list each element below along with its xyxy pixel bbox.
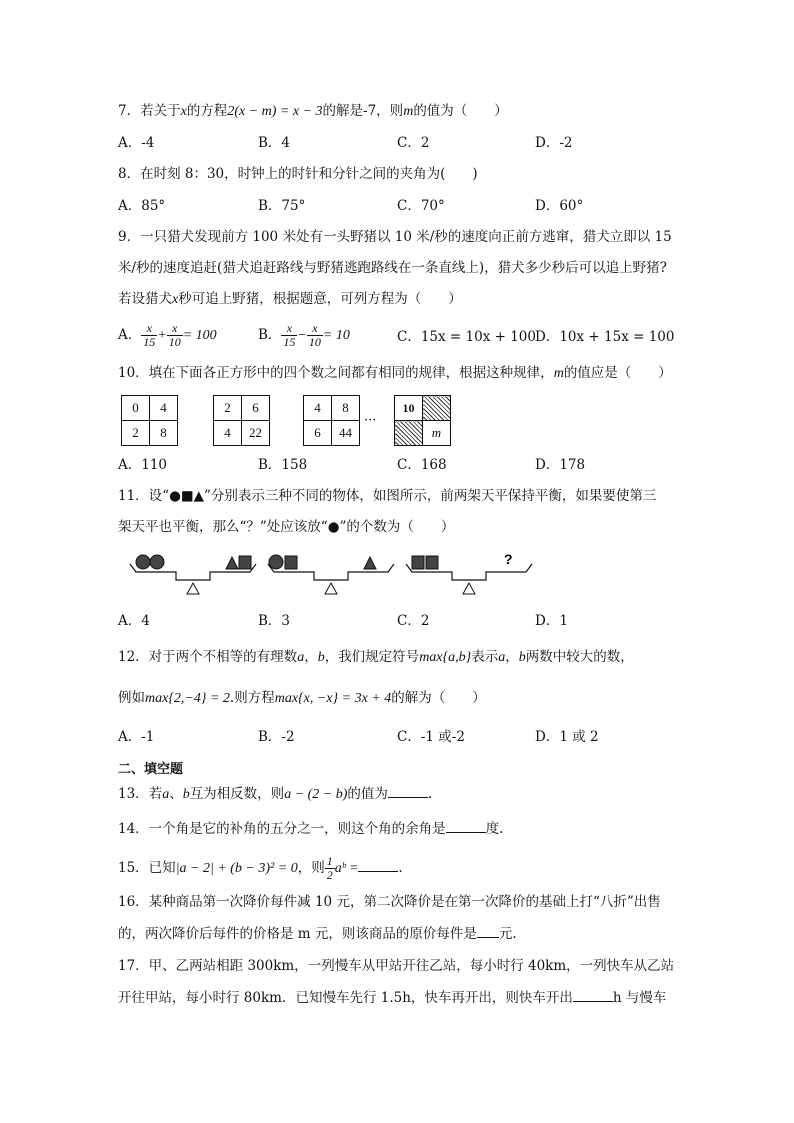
balance-scale-2 <box>266 550 396 598</box>
question-12-line-2: 例如max{2,−4} = 2.则方程max{x, −x} = 3x + 4的解为（ ） <box>118 690 486 706</box>
question-16-line-2: 的，两次降价后每件的价格是 m 元，则该商品的原价每件是 元. <box>118 926 517 942</box>
option-a: A． $\frac{x}{15}$ + $\frac{x}{10}$ = 100 <box>118 321 217 349</box>
question-8-options <box>118 197 678 215</box>
equation: 2(x − m) = x − 3 <box>227 104 323 119</box>
question-7-options <box>118 134 678 152</box>
question-8: 8．在时刻 8：30，时钟上的时针和分针之间的夹角为( ) <box>118 166 478 182</box>
ellipsis: ··· <box>364 413 377 428</box>
number-grid-2: 2 6 4 22 <box>213 395 270 446</box>
hatched-cell <box>423 396 451 421</box>
option-c: C．70° <box>397 198 445 214</box>
option-b: B．75° <box>258 198 306 214</box>
number-grid-3: 4 8 6 44 <box>303 395 360 446</box>
question-14: 14．一个角是它的补角的五分之一，则这个角的余角是 度. <box>118 821 504 837</box>
option-d: D．10x + 15x = 100 <box>535 329 675 345</box>
option-a: A．85° <box>118 198 166 214</box>
option-c: C．2 <box>397 613 430 629</box>
question-9-line-2: 米/秒的速度追赶(猎犬追赶路线与野猪逃跑路线在一条直线上)，猎犬多少秒后可以追上野猪? <box>118 260 667 276</box>
option-b: B． $\frac{x}{15}$ − $\frac{x}{10}$ = 10 <box>258 321 350 349</box>
question-12-line-1: 12．对于两个不相等的有理数a，b，我们规定符号max{a,b}表示a，b两数中较大的数， <box>118 649 634 665</box>
option-d: D．178 <box>535 457 586 473</box>
number-grid-4: 10 m <box>394 395 451 446</box>
option-b: B．158 <box>258 457 308 473</box>
option-b: B．4 <box>258 135 291 151</box>
option-b: B．3 <box>258 613 291 629</box>
option-d: D．60° <box>535 198 584 214</box>
balance-scale-1 <box>128 550 258 598</box>
option-c: C．2 <box>397 135 430 151</box>
question-9-options <box>118 322 678 352</box>
question-13: 13．若a、b互为相反数，则a − (2 − b)的值为 . <box>118 786 433 802</box>
option-a: A．4 <box>118 613 150 629</box>
question-11-line-1: 11．设“●■▲”分别表示三种不同的物体，如图所示，前两架天平保持平衡，如果要使第三 <box>118 488 657 504</box>
answer-blank[interactable] <box>388 785 428 798</box>
number-grid-1: 0 4 2 8 <box>121 395 178 446</box>
option-d: D．1 <box>535 613 568 629</box>
answer-blank[interactable] <box>477 925 499 938</box>
answer-blank[interactable] <box>358 859 398 872</box>
option-c: C．15x = 10x + 100 <box>397 329 536 345</box>
balance-scale-3 <box>404 550 534 598</box>
option-a: A．-4 <box>118 135 155 151</box>
question-11-options <box>118 612 678 630</box>
question-9-line-1: 9．一只猎犬发现前方 100 米处有一头野猪以 10 米/秒的速度向正前方逃窜，猎犬立即以 15 <box>118 229 672 245</box>
answer-blank[interactable] <box>446 820 486 833</box>
option-b: B．-2 <box>258 729 295 745</box>
section-heading: 二、填空题 <box>118 762 184 777</box>
question-15: 15．已知|a − 2| + (b − 3)² = 0，则 $\frac{1}{2}$ aᵇ = . <box>118 854 403 882</box>
question-10: 10．填在下面各正方形中的四个数之间都有相同的规律，根据这种规律，m的值应是（ ） <box>118 365 672 381</box>
question-17-line-2: 开往甲站，每小时行 80km．已知慢车先行 1.5h，快车再开出，则快车开出 h 与慢车 <box>118 990 667 1006</box>
option-c: C．-1 或-2 <box>397 729 465 745</box>
option-a: A．-1 <box>118 729 155 745</box>
question-mark: ? <box>504 551 513 567</box>
option-d: D．-2 <box>535 135 573 151</box>
hatched-cell <box>395 421 423 446</box>
question-17-line-1: 17．甲、乙两站相距 300km，一列慢车从甲站开往乙站，每小时行 40km，一列快车从乙站 <box>118 958 675 974</box>
question-9-line-3: 若设猎犬x秒可追上野猪，根据题意，可列方程为（ ） <box>118 291 462 307</box>
option-d: D．1 或 2 <box>535 729 599 745</box>
question-12-options <box>118 728 678 746</box>
option-a: A．110 <box>118 457 168 473</box>
question-10-options <box>118 456 678 474</box>
answer-blank[interactable] <box>573 989 613 1002</box>
question-16-line-1: 16．某种商品第一次降价每件减 10 元，第二次降价是在第一次降价的基础上打“八折”出售 <box>118 894 661 910</box>
question-7: 7．若关于x的方程2(x − m) = x − 3的解是-7，则m的值为（ ） <box>118 103 508 119</box>
question-11-line-2: 架天平也平衡，那么“？”处应该放“●”的个数为（ ） <box>118 519 455 535</box>
option-c: C．168 <box>397 457 447 473</box>
